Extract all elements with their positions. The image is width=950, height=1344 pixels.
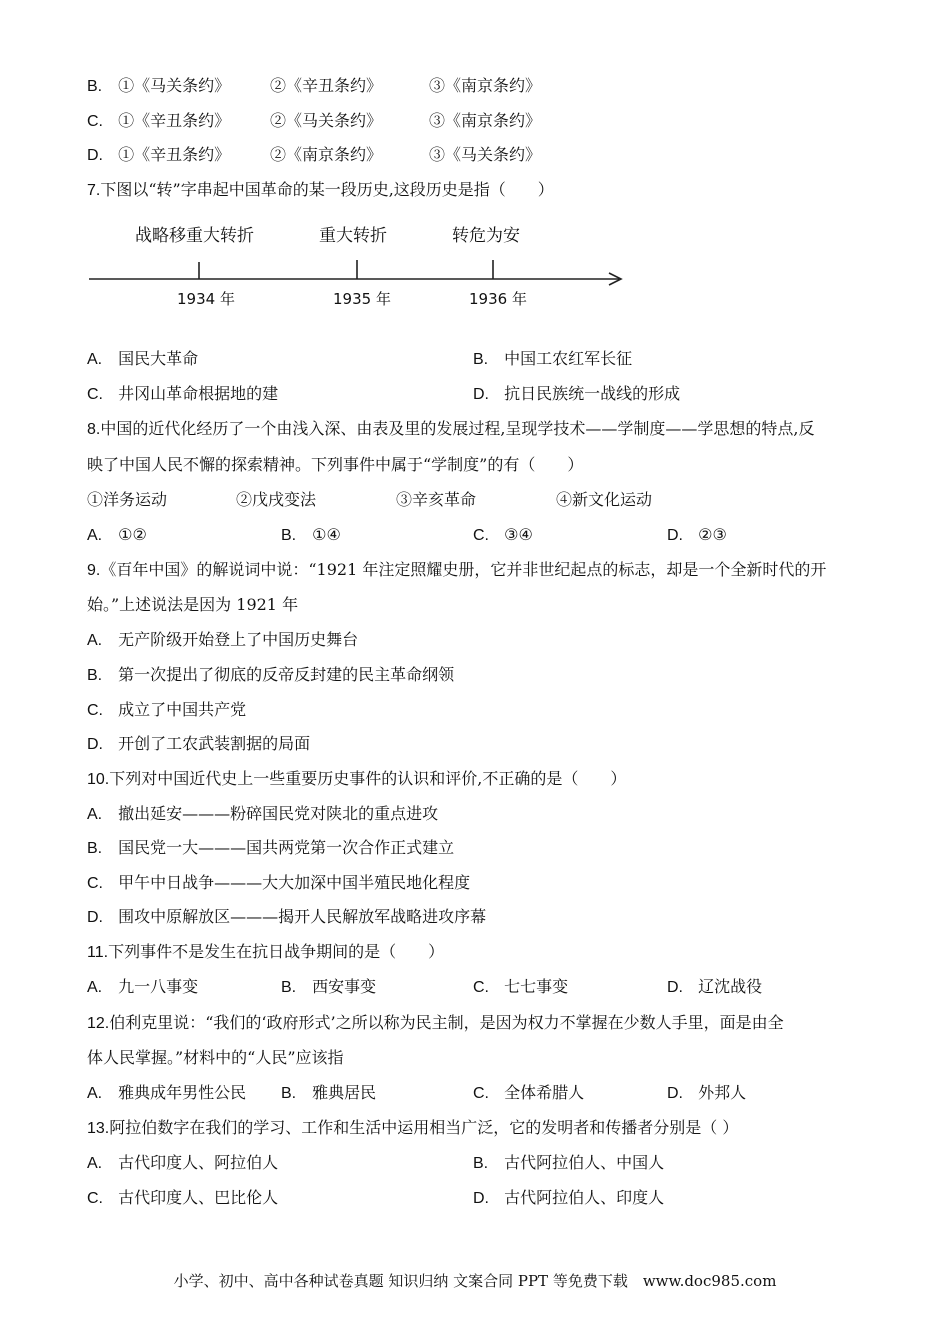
q7-timeline-figure [85,215,645,325]
option-text: 围攻中原解放区———揭开人民解放军战略进攻序幕 [118,907,487,926]
q12-stem-line1 [87,1013,784,1034]
option-label: A. [87,1085,103,1102]
q13-stem [87,1118,738,1139]
question-number: 13. [87,1120,110,1137]
option-text: 中国工农红军长征 [504,349,633,368]
option-label: C. [87,702,103,719]
option-text: 辽沈战役 [698,977,763,996]
option-text: ③④ [504,525,533,544]
question-number: 11. [87,944,109,961]
option-text: 七七事变 [504,977,569,996]
q8-option-a [87,525,147,546]
option-text: 雅典成年男性公民 [118,1083,247,1102]
option-label: D. [87,909,103,926]
question-number: 7. [87,182,101,199]
q6-option-b-item3: ③《南京条约》 [429,76,542,95]
option-text: 全体希腊人 [504,1083,585,1102]
option-label: D. [667,527,683,544]
q13-option-c [87,1188,278,1209]
option-text: ①② [118,525,147,544]
q11-option-a [87,977,198,998]
timeline-year-1: 1934 年 [177,290,235,308]
q8-event-4: ④新文化运动 [556,490,653,509]
question-text: 中国的近代化经历了一个由浅入深、由表及里的发展过程,呈现学技术——学制度——学思想的特点,反 [100,419,815,438]
question-text: 下列对中国近代史上一些重要历史事件的认识和评价,不正确的是（ ） [109,769,627,788]
q6-option-b-item2: ②《辛丑条约》 [270,76,383,95]
question-number: 8. [87,421,101,438]
q11-option-d [667,977,762,998]
option-label: D. [473,386,489,403]
option-text: 国民党一大———国共两党第一次合作正式建立 [118,838,455,857]
option-text: 甲午中日战争———大大加深中国半殖民地化程度 [118,873,471,892]
q6-option-c-item3: ③《南京条约》 [429,111,542,130]
question-number: 10. [87,771,110,788]
option-label: A. [87,1155,103,1172]
option-label: B. [281,979,297,996]
q8-stem-line2: 映了中国人民不懈的探索精神。下列事件中属于“学制度”的有（ ） [87,455,584,474]
q9-option-c [87,700,246,721]
option-label: C. [473,979,489,996]
option-label: A. [87,527,103,544]
option-label: D. [667,979,683,996]
option-label: C. [87,875,103,892]
q9-stem-line1 [87,560,826,581]
q12-option-d [667,1083,746,1104]
q9-option-a [87,630,358,651]
option-label: D. [667,1085,683,1102]
option-label: A. [87,979,103,996]
option-text: 井冈山革命根据地的建 [118,384,279,403]
q6-option-d-item2: ②《南京条约》 [270,145,383,164]
option-label: D. [473,1190,489,1207]
option-label: B. [473,351,489,368]
q13-option-b [473,1153,664,1174]
question-number: 9. [87,562,101,579]
option-item: ①《辛丑条约》 [118,145,231,164]
option-label: B. [281,1085,297,1102]
q13-option-d [473,1188,664,1209]
q8-option-b [281,525,341,546]
option-text: 抗日民族统一战线的形成 [504,384,681,403]
option-text: ①④ [312,525,341,544]
timeline-label-2: 重大转折 [319,226,387,246]
option-text: 西安事变 [312,977,377,996]
option-label: B. [87,78,103,95]
question-text: 下图以“转”字串起中国革命的某一段历史,这段历史是指（ ） [100,180,554,199]
q10-option-d [87,907,486,928]
q10-stem [87,769,626,790]
q7-option-a [87,349,198,370]
q13-option-a [87,1153,278,1174]
timeline-label-1: 战略移重大转折 [135,226,254,246]
q6-option-c-item2: ②《马关条约》 [270,111,383,130]
option-text: 古代阿拉伯人、印度人 [504,1188,665,1207]
option-label: A. [87,632,103,649]
option-text: 国民大革命 [118,349,199,368]
timeline-year-2: 1935 年 [333,290,391,308]
q11-stem [87,942,444,963]
q9-option-b [87,665,454,686]
option-label: D. [87,736,103,753]
q6-option-b [87,76,230,97]
q12-stem-line2: 体人民掌握。”材料中的“人民”应该指 [87,1048,344,1067]
q7-option-d [473,384,680,405]
q8-event-3: ③辛亥革命 [396,490,477,509]
question-text: 下列事件不是发生在抗日战争期间的是（ ） [108,942,445,961]
q6-option-d [87,145,230,166]
question-text: 伯利克里说：“我们的‘政府形式’之所以称为民主制，是因为权力不掌握在少数人手里，面是由全 [109,1013,784,1032]
option-label: A. [87,806,103,823]
q8-option-c [473,525,533,546]
q7-option-b [473,349,632,370]
page-footer: 小学、初中、高中各种试卷真题 知识归纳 文案合同 PPT 等免费下载 www.doc985.com [173,1272,777,1290]
q10-option-b [87,838,454,859]
q10-option-c [87,873,470,894]
q6-option-d-item3: ③《马关条约》 [429,145,542,164]
q8-stem-line1 [87,419,815,440]
q12-option-a [87,1083,246,1104]
q12-option-b [281,1083,376,1104]
option-item: ①《马关条约》 [118,76,231,95]
question-text: 阿拉伯数字在我们的学习、工作和生活中运用相当广泛，它的发明者和传播者分别是（ ） [109,1118,739,1137]
q8-event-2: ②戊戌变法 [236,490,317,509]
question-text: 《百年中国》的解说词中说：“1921 年注定照耀史册，它并非世纪起点的标志，却是一个全新时代的开 [100,560,827,579]
timeline-label-3: 转危为安 [452,226,520,246]
q6-option-c [87,111,230,132]
option-label: B. [87,840,103,857]
option-label: C. [87,386,103,403]
option-text: 古代印度人、巴比伦人 [118,1188,279,1207]
option-label: B. [473,1155,489,1172]
option-text: 雅典居民 [312,1083,377,1102]
q11-option-c [473,977,568,998]
q11-option-b [281,977,376,998]
option-label: B. [281,527,297,544]
option-label: C. [87,1190,103,1207]
q7-option-c [87,384,278,405]
q7-stem [87,180,554,201]
option-text: 撤出延安———粉碎国民党对陕北的重点进攻 [118,804,439,823]
q9-option-d [87,734,310,755]
option-label: C. [473,527,489,544]
option-text: 古代印度人、阿拉伯人 [118,1153,279,1172]
option-text: 开创了工农武装割据的局面 [118,734,311,753]
option-text: ②③ [698,525,727,544]
option-label: C. [473,1085,489,1102]
option-text: 成立了中国共产党 [118,700,247,719]
q8-event-1: ①洋务运动 [87,490,168,509]
option-text: 九一八事变 [118,977,199,996]
option-label: D. [87,147,103,164]
option-text: 古代阿拉伯人、中国人 [504,1153,665,1172]
option-label: A. [87,351,103,368]
question-number: 12. [87,1015,110,1032]
timeline-year-3: 1936 年 [469,290,527,308]
option-text: 无产阶级开始登上了中国历史舞台 [118,630,359,649]
option-text: 第一次提出了彻底的反帝反封建的民主革命纲领 [118,665,455,684]
q8-option-d [667,525,727,546]
option-item: ①《辛丑条约》 [118,111,231,130]
option-label: C. [87,113,103,130]
option-text: 外邦人 [698,1083,747,1102]
option-label: B. [87,667,103,684]
q10-option-a [87,804,438,825]
q9-stem-line2: 始。”上述说法是因为 1921 年 [87,595,299,614]
q12-option-c [473,1083,584,1104]
